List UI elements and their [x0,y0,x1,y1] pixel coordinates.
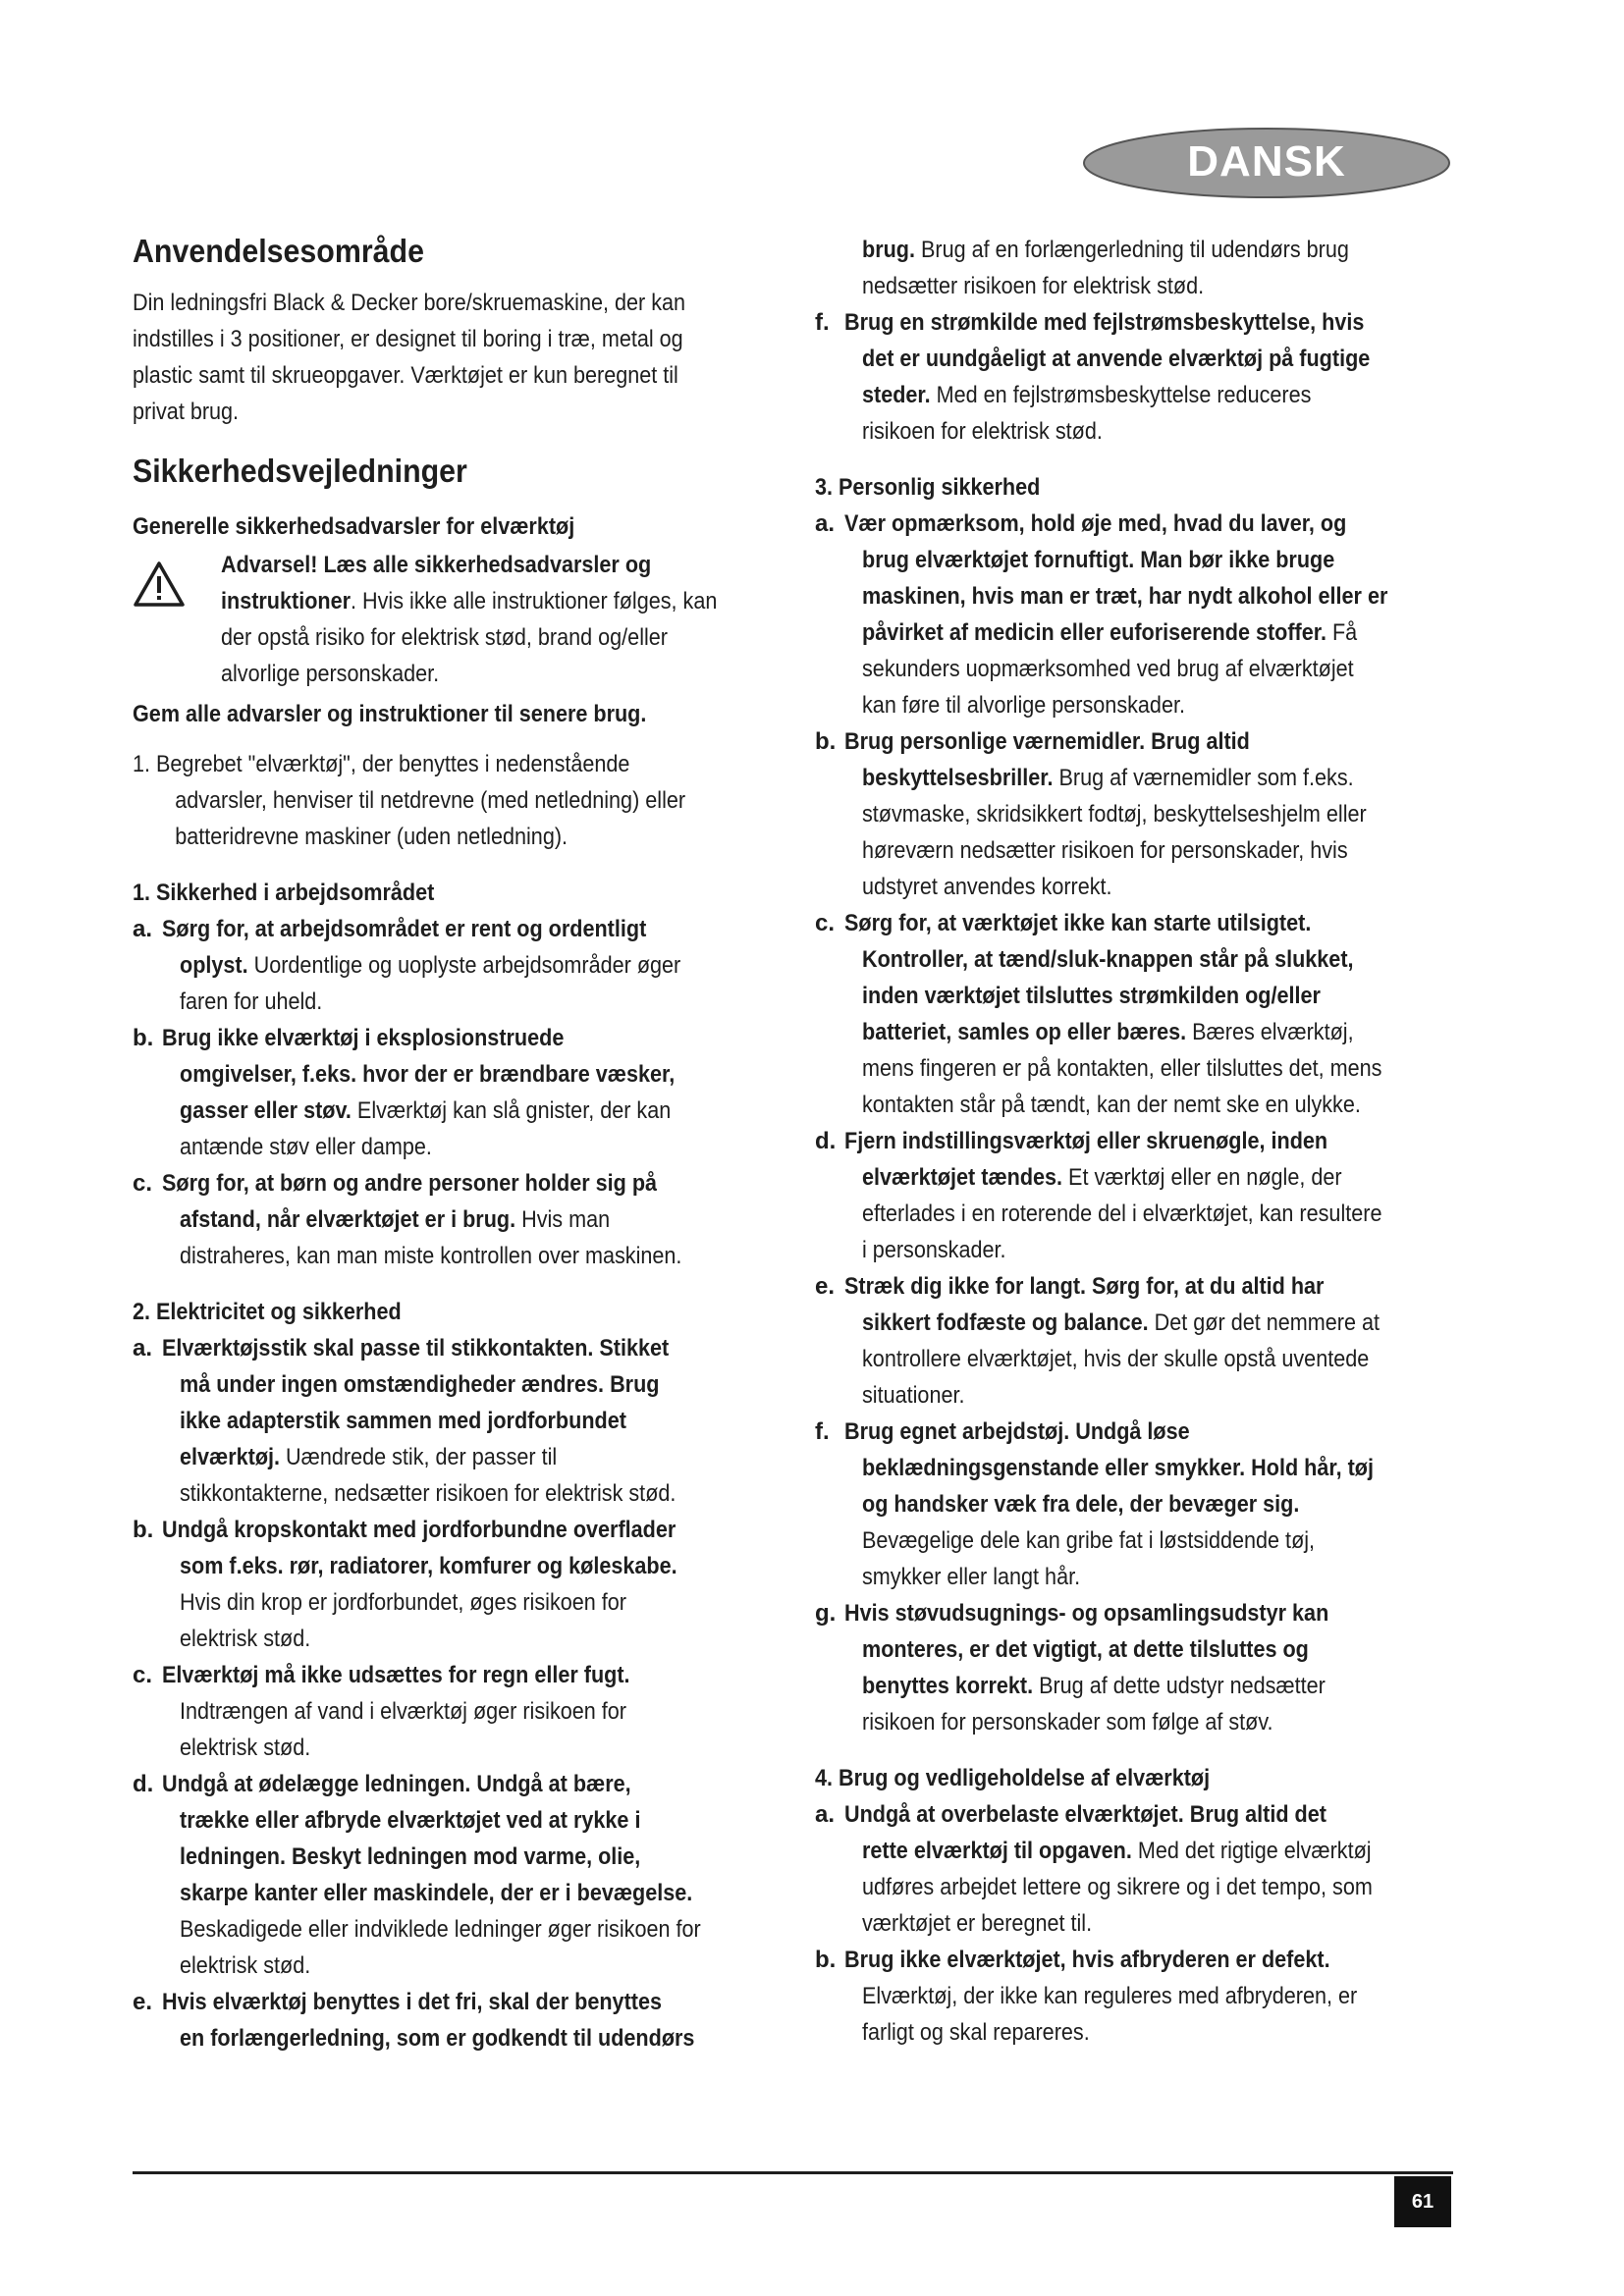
text-line [862,1014,1396,1050]
warning-line: alvorlige personskader. [221,661,440,687]
text-line: Vær opmærksom, hold øje med, hvad du laver, og [844,510,1347,537]
text-line: Brug egnet arbejdstøj. Undgå løse [844,1418,1190,1445]
emph: sikkert fodfæste og balance. [862,1309,1149,1336]
text-line [180,1201,712,1238]
text-line: Undgå at ødelægge ledningen. Undgå at bære, [162,1771,631,1797]
item-4a [815,1796,1455,1942]
text-line: ikke adapterstik sammen med jordforbundet [180,1408,626,1434]
body: Bæres elværktøj, [1186,1019,1354,1045]
text-line [862,1159,1396,1196]
body: Uændrede stik, der passer til [280,1444,558,1470]
item-2e-continued [815,232,1455,304]
item-2a [133,1330,771,1512]
text-line: det er uundgåeligt at anvende elværktøj på fugtige [862,346,1371,372]
emph: gasser eller støv. [180,1097,352,1124]
use-paragraph [133,285,771,430]
text-line: inden værktøjet tilsluttes strømkilden og/eller [862,983,1321,1009]
warning-block [133,547,771,692]
item-letter: c. [133,1662,153,1688]
warning-emph: instruktioner [221,588,352,614]
save-instructions: Gem alle advarsler og instruktioner til senere brug. [133,701,647,727]
item-2c [133,1657,771,1766]
heading-use: Anvendelsesområde [133,233,424,269]
text-line: advarsler, henviser til netdrevne (med netledning) eller [175,787,686,814]
text-line: elektrisk stød. [180,1952,311,1979]
text-line [180,1093,712,1129]
item-3f [815,1414,1455,1595]
body: Med det rigtige elværktøj [1131,1838,1372,1864]
section-1-head: 1. Sikkerhed i arbejdsområdet [133,880,435,906]
body: Brug af dette udstyr nedsætter [1033,1673,1326,1699]
text-line: 1. Begrebet "elværktøj", der benyttes i nedenstående [133,751,630,777]
item-3c [815,905,1455,1123]
text-line: monteres, er det vigtigt, at dette tilsluttes og [862,1636,1309,1663]
body: Brug af en forlængerledning til udendørs brug [915,237,1349,263]
text-line: nedsætter risikoen for elektrisk stød. [862,273,1205,299]
item-letter: e. [133,1989,153,2015]
item-3d [815,1123,1455,1268]
text-line: i personskader. [862,1237,1006,1263]
warning-triangle-icon [133,561,186,608]
body: Det gør det nemmere at [1148,1309,1380,1336]
item-2e [133,1984,771,2056]
emph: steder. [862,382,931,408]
emph: oplyst. [180,952,248,979]
general-warnings-head: Generelle sikkerhedsadvarsler for elværktøj [133,513,575,540]
text-line: Hvis støvudsugnings- og opsamlingsudstyr kan [844,1600,1329,1627]
text-line: høreværn nedsætter risikoen for personskader, hvis [862,837,1348,864]
body: Hvis man [515,1206,611,1233]
text-line: maskinen, hvis man er træt, har nydt alkohol eller er [862,583,1388,610]
item-letter: a. [815,1801,836,1828]
item-letter: d. [815,1128,837,1154]
text-line: Brug ikke elværktøj i eksplosionstruede [162,1025,565,1051]
body: Brug af værnemidler som f.eks. [1053,765,1354,791]
text-line [862,614,1396,651]
text-line: farligt og skal repareres. [862,2019,1090,2046]
language-label: DANSK [1187,137,1346,186]
text-line [180,1439,712,1475]
text-line: elektrisk stød. [180,1626,311,1652]
text-line: Hvis din krop er jordforbundet, øges risikoen for [180,1589,627,1616]
text-line: må under ingen omstændigheder ændres. Brug [180,1371,660,1398]
text-line: trække eller afbryde elværktøjet ved at rykke i [180,1807,641,1834]
text-line: Brug ikke elværktøjet, hvis afbryderen er defekt. [844,1947,1330,1973]
text-line [862,1668,1396,1704]
item-3a [815,506,1455,723]
item-letter: g. [815,1600,837,1627]
text-line: Elværktøjsstik skal passe til stikkontakten. Stikket [162,1335,670,1362]
text-line: distraheres, kan man miste kontrollen over maskinen. [180,1243,682,1269]
warning-line [221,583,716,619]
item-letter: b. [133,1025,154,1051]
text-line: skarpe kanter eller maskindele, der er i bevægelse. [180,1880,693,1906]
text-line: privat brug. [133,399,240,425]
section-4-head: 4. Brug og vedligeholdelse af elværktøj [815,1765,1211,1791]
text-line: Brug personlige værnemidler. Brug altid [844,728,1250,755]
emph: benyttes korrekt. [862,1673,1034,1699]
emph: rette elværktøj til opgaven. [862,1838,1132,1864]
text-line: efterlades i en roterende del i elværktøjet, kan resultere [862,1201,1382,1227]
text-line: stikkontakterne, nedsætter risikoen for elektrisk stød. [180,1480,677,1507]
text-line: omgivelser, f.eks. hvor der er brændbare væsker, [180,1061,676,1088]
item-letter: e. [815,1273,836,1300]
item-3b [815,723,1455,905]
item-2f [815,304,1455,450]
item-4b [815,1942,1455,2051]
item-1c [133,1165,771,1274]
text-line: Kontroller, at tænd/sluk-knappen står på slukket, [862,946,1354,973]
body: Uordentlige og uoplyste arbejdsområder øger [247,952,681,979]
text-line: udføres arbejdet lettere og sikrere og i det tempo, som [862,1874,1373,1900]
warning-text: . Hvis ikke alle instruktioner følges, kan [351,588,718,614]
text-line: Indtrængen af vand i elværktøj øger risikoen for [180,1698,626,1725]
text-line: kontakten står på tændt, kan der nemt ske en ulykke. [862,1092,1361,1118]
text-line [862,760,1396,796]
text-line: faren for uheld. [180,988,323,1015]
right-column [815,232,1455,2051]
body: Få [1326,619,1358,646]
text-line: indstilles i 3 positioner, er designet til boring i træ, metal og [133,326,683,352]
body: Med en fejlstrømsbeskyttelse reduceres [930,382,1312,408]
text-line: støvmaske, skridsikkert fodtøj, beskyttelseshjelm eller [862,801,1367,828]
item-letter: c. [815,910,836,936]
text-line [180,947,712,984]
term-definition [133,746,771,855]
text-line: Fjern indstillingsværktøj eller skruenøgle, inden [844,1128,1328,1154]
text-line: og handsker væk fra dele, der bevæger sig. [862,1491,1300,1518]
item-1b [133,1020,771,1165]
text-line: Beskadigede eller indviklede ledninger øger risikoen for [180,1916,701,1943]
item-2d [133,1766,771,1984]
emph: brug. [862,237,915,263]
text-line: som f.eks. rør, radiatorer, komfurer og køleskabe. [180,1553,677,1579]
text-line: mens fingeren er på kontakten, eller tilsluttes det, mens [862,1055,1382,1082]
item-letter: a. [133,1335,153,1362]
text-line: udstyret anvendes korrekt. [862,874,1112,900]
text-line: kontrollere elværktøjet, hvis der skulle opstå uventede [862,1346,1370,1372]
item-letter: b. [133,1517,154,1543]
text-line: Undgå kropskontakt med jordforbundne overflader [162,1517,677,1543]
text-line: Undgå at overbelaste elværktøjet. Brug altid det [844,1801,1326,1828]
text-line [862,232,1396,268]
heading-safety: Sikkerhedsvejledninger [133,453,467,489]
item-letter: b. [815,1947,837,1973]
body: Elværktøj kan slå gnister, der kan [351,1097,672,1124]
text-line: sekunders uopmærksomhed ved brug af elværktøjet [862,656,1354,682]
item-letter: c. [133,1170,153,1197]
left-column [133,232,771,2056]
item-3e [815,1268,1455,1414]
text-line: Sørg for, at arbejdsområdet er rent og ordentligt [162,916,647,942]
text-line: situationer. [862,1382,965,1409]
item-letter: f. [815,309,830,336]
text-line: Brug en strømkilde med fejlstrømsbeskyttelse, hvis [844,309,1365,336]
section-2-head: 2. Elektricitet og sikkerhed [133,1299,402,1325]
item-letter: d. [133,1771,154,1797]
text-line: Sørg for, at børn og andre personer holder sig på [162,1170,658,1197]
text-line: smykker eller langt hår. [862,1564,1081,1590]
text-line: risikoen for personskader som følge af støv. [862,1709,1273,1735]
text-line [862,1833,1396,1869]
page-number: 61 [1394,2176,1451,2227]
emph: beskyttelsesbriller. [862,765,1054,791]
emph: påvirket af medicin eller euforiserende stoffer. [862,619,1326,646]
emph: elværktøj. [180,1444,281,1470]
emph: elværktøjet tændes. [862,1164,1063,1191]
footer-rule [133,2171,1453,2174]
warning-line: Advarsel! Læs alle sikkerhedsadvarsler og [221,552,652,578]
text-line: plastic samt til skrueopgaver. Værktøjet er kun beregnet til [133,362,678,389]
text-line: Bevægelige dele kan gribe fat i løstsiddende tøj, [862,1527,1316,1554]
warning-line: der opstå risiko for elektrisk stød, brand og/eller [221,624,668,651]
text-line [862,377,1396,413]
text-line: risikoen for elektrisk stød. [862,418,1103,445]
text-line: Hvis elværktøj benyttes i det fri, skal der benyttes [162,1989,662,2015]
section-3-head: 3. Personlig sikkerhed [815,474,1041,501]
emph: afstand, når elværktøjet er i brug. [180,1206,516,1233]
item-letter: b. [815,728,837,755]
body: Et værktøj eller en nøgle, der [1062,1164,1342,1191]
text-line: brug elværktøjet fornuftigt. Man bør ikke bruge [862,547,1335,573]
item-1a [133,911,771,1020]
text-line: Sørg for, at værktøjet ikke kan starte utilsigtet. [844,910,1312,936]
item-letter: a. [133,916,153,942]
emph: batteriet, samles op eller bæres. [862,1019,1187,1045]
text-line: kan føre til alvorlige personskader. [862,692,1185,719]
item-letter: f. [815,1418,830,1445]
item-2b [133,1512,771,1657]
text-line: ledningen. Beskyt ledningen mod varme, olie, [180,1843,641,1870]
text-line [862,1305,1396,1341]
item-3g [815,1595,1455,1740]
text-line: Stræk dig ikke for langt. Sørg for, at du altid har [844,1273,1325,1300]
text-line: Elværktøj må ikke udsættes for regn eller fugt. [162,1662,630,1688]
text-line: beklædningsgenstande eller smykker. Hold hår, tøj [862,1455,1374,1481]
text-line: Din ledningsfri Black & Decker bore/skruemaskine, der kan [133,290,686,316]
text-line: en forlængerledning, som er godkendt til udendørs [180,2025,695,2052]
text-line: elektrisk stød. [180,1735,311,1761]
item-letter: a. [815,510,836,537]
language-badge [1080,126,1453,200]
text-line: Elværktøj, der ikke kan reguleres med afbryderen, er [862,1983,1358,2009]
text-line: værktøjet er beregnet til. [862,1910,1093,1937]
text-line: antænde støv eller dampe. [180,1134,432,1160]
text-line: batteridrevne maskiner (uden netledning). [175,824,568,850]
